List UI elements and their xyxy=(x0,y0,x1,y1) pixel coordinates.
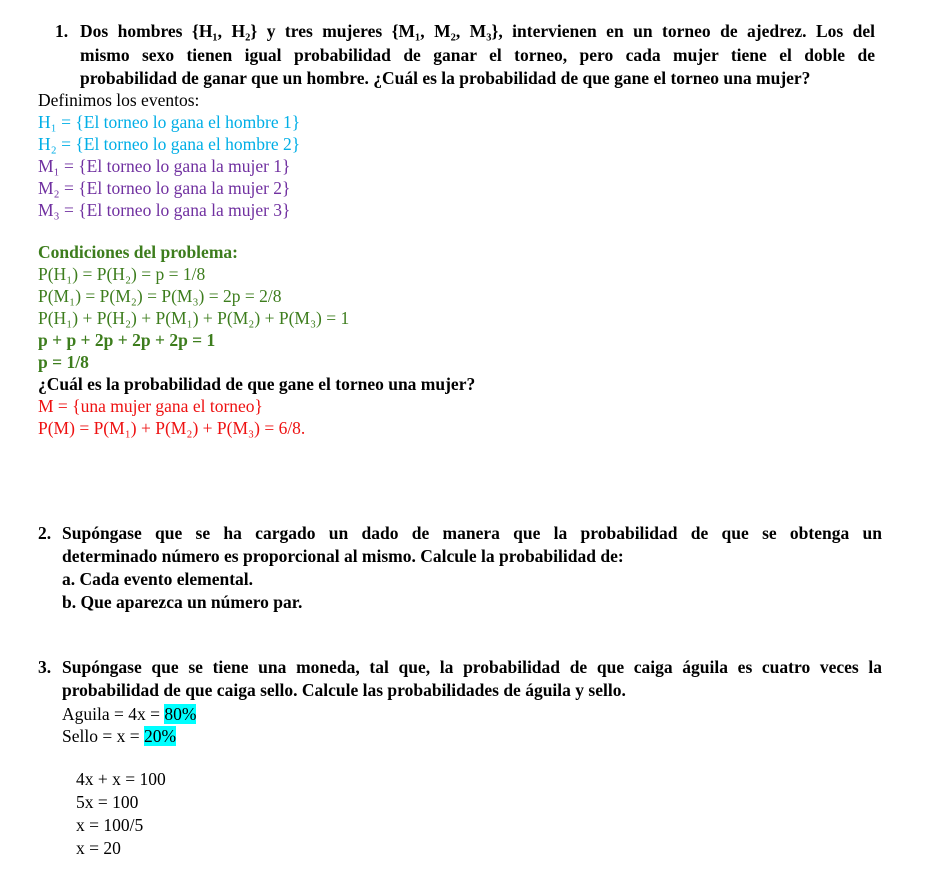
sello-label: Sello = x = xyxy=(62,726,144,746)
q1-statement-line-1: Dos hombres {H₁, H₂} y tres mujeres {M₁, M₂, M₃}, intervienen en un torneo de ajedrez. Los del xyxy=(80,21,875,41)
q2-number: 2. xyxy=(38,523,52,543)
answer-probability: P(M) = P(M₁) + P(M₂) + P(M₃) = 6/8. xyxy=(38,418,306,438)
q1-question: ¿Cuál es la probabilidad de que gane el torneo una mujer? xyxy=(38,374,476,394)
work-step-4: x = 20 xyxy=(76,838,121,858)
q3-statement-line-1: Supóngase que se tiene una moneda, tal que, la probabilidad de que caiga águila es cuatro veces la xyxy=(62,657,882,677)
work-step-2: 5x = 100 xyxy=(76,792,139,812)
event-h1: H₁ = {El torneo lo gana el hombre 1} xyxy=(38,112,301,132)
q2-statement-line-1: Supóngase que se ha cargado un dado de manera que la probabilidad de que se obtenga un xyxy=(62,523,882,543)
event-m2: M₂ = {El torneo lo gana la mujer 2} xyxy=(38,178,291,198)
equation-p: p = 1/8 xyxy=(38,352,89,372)
equation-sum: p + p + 2p + 2p + 2p = 1 xyxy=(38,330,216,350)
condition-1: P(H₁) = P(H₂) = p = 1/8 xyxy=(38,264,206,284)
q3-statement-line-2: probabilidad de que caiga sello. Calcule las probabilidades de águila y sello. xyxy=(62,680,626,700)
answer-event-m: M = {una mujer gana el torneo} xyxy=(38,396,263,416)
q1-statement-line-2: mismo sexo tienen igual probabilidad de ganar el torneo, pero cada mujer tiene el doble de xyxy=(80,45,875,65)
q1-intro: Definimos los eventos: xyxy=(38,90,200,110)
event-m1: M₁ = {El torneo lo gana la mujer 1} xyxy=(38,156,291,176)
q2-item-b: b. Que aparezca un número par. xyxy=(62,592,303,612)
event-m3: M₃ = {El torneo lo gana la mujer 3} xyxy=(38,200,291,220)
q2-statement-line-2: determinado número es proporcional al mismo. Calcule la probabilidad de: xyxy=(62,546,624,566)
q3-number: 3. xyxy=(38,657,52,677)
aguila-line xyxy=(62,703,196,725)
work-step-1: 4x + x = 100 xyxy=(76,769,166,789)
condition-2: P(M₁) = P(M₂) = P(M₃) = 2p = 2/8 xyxy=(38,286,282,306)
sello-value: 20% xyxy=(143,726,177,746)
aguila-label: Aguila = 4x = xyxy=(62,704,165,724)
q1-number: 1. xyxy=(55,21,69,41)
q2-item-a: a. Cada evento elemental. xyxy=(62,569,254,589)
condition-3: P(H₁) + P(H₂) + P(M₁) + P(M₂) + P(M₃) = 1 xyxy=(38,308,350,328)
sello-line xyxy=(62,725,176,747)
aguila-value: 80% xyxy=(164,704,197,724)
q1-statement-line-3: probabilidad de ganar que un hombre. ¿Cuál es la probabilidad de que gane el torneo una mujer? xyxy=(80,68,811,88)
event-h2: H₂ = {El torneo lo gana el hombre 2} xyxy=(38,134,301,154)
work-step-3: x = 100/5 xyxy=(76,815,144,835)
conditions-title: Condiciones del problema: xyxy=(38,242,238,262)
